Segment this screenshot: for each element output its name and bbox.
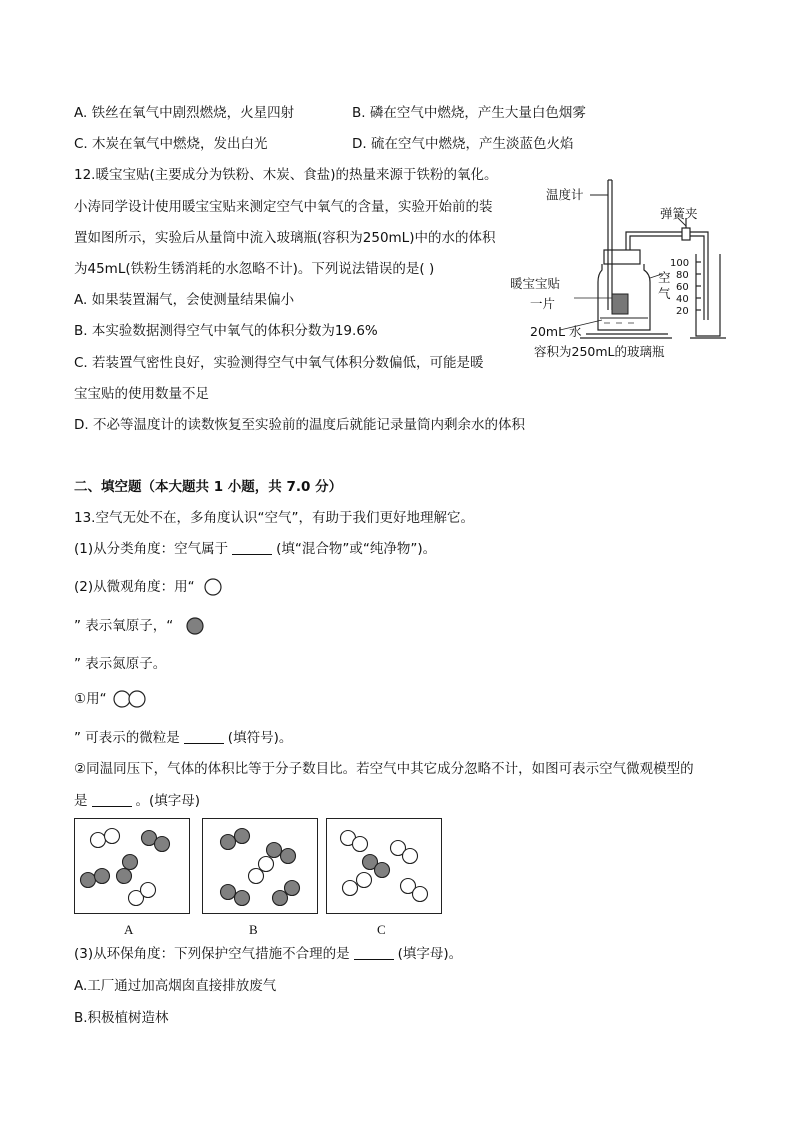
q13-part3 (74, 945, 462, 963)
answer-blank-4[interactable] (354, 947, 394, 960)
label-thermometer: 温度计 (546, 187, 584, 202)
q12-stem-line1: 12.暖宝宝贴(主要成分为铁粉、木炭、食盐)的热量来源于铁粉的氧化。 (74, 167, 498, 183)
section-title: 二、填空题（本大题共 1 小题，共 7.0 分） (74, 479, 343, 495)
q12-option-c-line2: 宝宝贴的使用数量不足 (74, 386, 209, 402)
q13-option-a: A.工厂通过加高烟囱直接排放废气 (74, 978, 277, 994)
q13-stem: 13.空气无处不在，多角度认识“空气”，有助于我们更好地理解它。 (74, 510, 474, 526)
model-box-c (326, 818, 442, 914)
q12-option-c-line1: C. 若装置气密性良好，实验测得空气中氧气体积分数偏低，可能是暖 (74, 355, 484, 371)
q12-option-b: B. 本实验数据测得空气中氧气的体积分数为19.6% (74, 323, 378, 339)
q13-part2-oxygen (74, 617, 173, 635)
q13-sub1-prefix: ①用“ (74, 691, 107, 707)
nitrogen-atom-icon (185, 616, 205, 636)
q13-sub2-line1: ②同温同压下，气体的体积比等于分子数目比。若空气中其它成分忽略不计，如图可表示空气微观模型的 (74, 761, 694, 777)
q13-part1-prefix: (1)从分类角度：空气属于 (74, 541, 229, 557)
answer-blank-2[interactable] (184, 731, 224, 744)
oxygen-atom-icon (203, 577, 223, 597)
q13-oxygen-text: ” 表示氧原子，“ (74, 618, 174, 634)
tick-40: 40 (676, 294, 689, 305)
q13-option-b: B.积极植树造林 (74, 1010, 169, 1026)
q13-part3-prefix: (3)从环保角度：下列保护空气措施不合理的是 (74, 946, 350, 962)
label-water: 20mL 水 (530, 324, 582, 339)
tick-80: 80 (676, 270, 689, 281)
oxygen-molecule-icon (112, 688, 152, 710)
q11-option-c: C. 木炭在氧气中燃烧，发出白光 (74, 136, 268, 152)
q13-sub2-line2 (74, 792, 200, 810)
q12-stem-line2: 小涛同学设计使用暖宝宝贴来测定空气中氧气的含量，实验开始前的装 (74, 199, 493, 215)
apparatus-figure (500, 170, 740, 370)
label-clamp: 弹簧夹 (660, 206, 698, 221)
q13-part3-suffix: (填字母)。 (397, 946, 463, 962)
tick-20: 20 (676, 306, 689, 317)
model-label-a: A (124, 922, 134, 937)
q12-option-a: A. 如果装置漏气，会使测量结果偏小 (74, 292, 295, 308)
q13-sub1-tail: (填符号)。 (227, 730, 293, 746)
answer-blank-3[interactable] (92, 794, 132, 807)
q11-option-a: A. 铁丝在氧气中剧烈燃烧，火星四射 (74, 105, 295, 121)
patch-block (612, 294, 628, 314)
q11-option-b: B. 磷在空气中燃烧，产生大量白色烟雾 (352, 105, 586, 121)
model-box-b (202, 818, 318, 914)
q12-stem-line4: 为45mL(铁粉生锈消耗的水忽略不计)。下列说法错误的是( ) (74, 261, 435, 277)
q13-part1 (74, 540, 436, 558)
tick-100: 100 (670, 258, 690, 269)
label-air-1: 空 (658, 270, 671, 285)
label-patch-1: 暖宝宝贴 (510, 276, 561, 291)
q13-sub1-text: ” 可表示的微粒是 (74, 730, 180, 746)
tick-60: 60 (676, 282, 689, 293)
q12-option-d: D. 不必等温度计的读数恢复至实验前的温度后就能记录量筒内剩余水的体积 (74, 417, 525, 433)
q13-sub1 (74, 729, 292, 747)
answer-blank-1[interactable] (232, 542, 272, 555)
label-patch-2: 一片 (530, 296, 556, 311)
q13-part1-suffix: (填“混合物”或“纯净物”)。 (276, 541, 437, 557)
model-label-b: B (249, 922, 258, 937)
q13-sub2-suffix: 。(填字母) (135, 793, 201, 809)
label-bottle: 容积为250mL的玻璃瓶 (534, 344, 665, 359)
q13-part2-prefix: (2)从微观角度：用“ (74, 579, 195, 595)
q12-stem-line3: 置如图所示，实验后从量筒中流入玻璃瓶(容积为250mL)中的水的体积 (74, 230, 496, 246)
model-box-a (74, 818, 190, 914)
q13-nitrogen-text: ” 表示氮原子。 (74, 656, 167, 672)
q13-part2 (74, 578, 195, 596)
model-label-c: C (377, 922, 386, 937)
label-air-2: 气 (658, 286, 671, 301)
q11-option-d: D. 硫在空气中燃烧，产生淡蓝色火焰 (352, 136, 574, 152)
q13-sub2-prefix: 是 (74, 793, 88, 809)
